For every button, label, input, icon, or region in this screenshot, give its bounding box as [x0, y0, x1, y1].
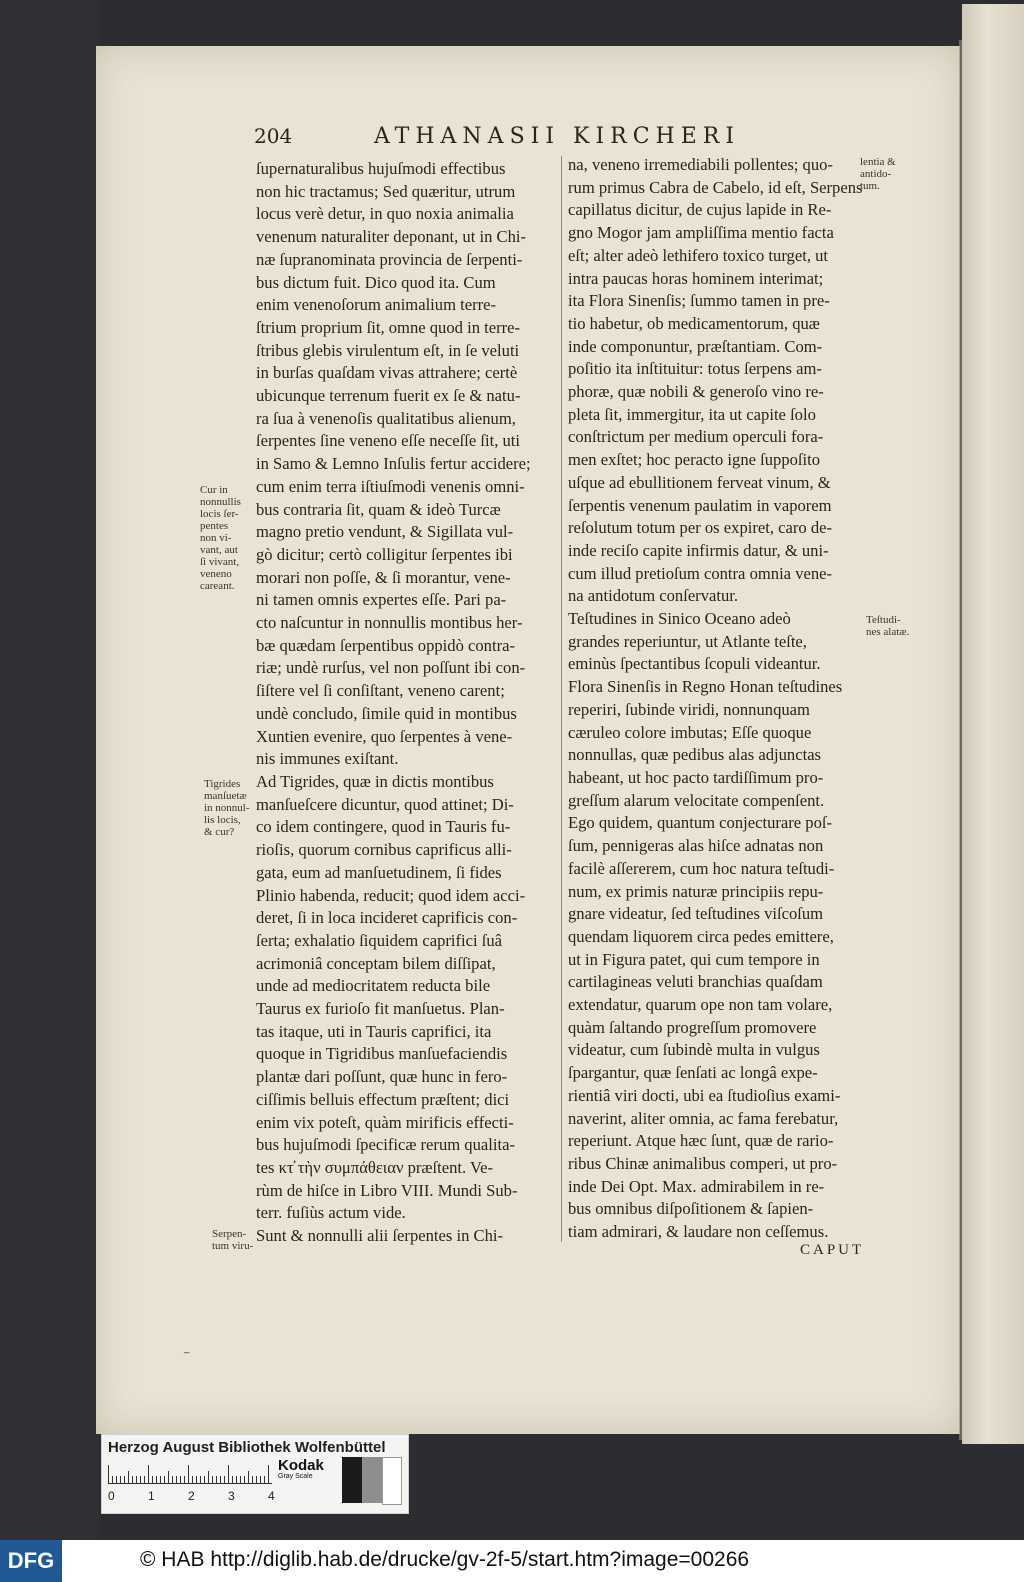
page-number: 204 — [254, 124, 293, 148]
text-line: tes κτ̕ τὴν συμπάθειαν præſtent. Ve- — [256, 1157, 494, 1177]
ruler-tick — [148, 1465, 149, 1483]
text-line: riæ; undè rurſus, vel non poſſunt ibi con- — [256, 658, 526, 678]
dfg-logo: DFG — [0, 1540, 62, 1582]
margin-note-cur-in-nonnullis: Cur in nonnullis locis ſer- pentes non vi- vant, aut ſi vivant, veneno careant. — [200, 484, 241, 592]
ruler-tick — [208, 1471, 209, 1483]
text-line: tiam admirari, & laudare non ceſſemus. — [568, 1222, 829, 1242]
ruler-tick — [192, 1476, 193, 1483]
ruler-tick — [216, 1476, 217, 1483]
text-line: ubicunque terrenum fuerit ex ſe & natu- — [256, 386, 521, 406]
ruler-tick — [188, 1465, 189, 1483]
text-line: in burſas quaſdam vivas attrahere; certè — [256, 363, 518, 383]
text-line: ſerpentes ſine veneno eſſe neceſſe ſit, uti — [256, 431, 521, 451]
library-label — [101, 1434, 409, 1514]
ruler-tick — [172, 1476, 173, 1483]
text-line: magno pretio vendunt, & Sigillata vul- — [256, 522, 514, 542]
text-line: men exſtet; hoc peracto igne ſuppoſito — [568, 450, 821, 470]
ruler-number: 4 — [268, 1489, 275, 1503]
text-line: naverint, aliter omnia, ac fama ferebatur, — [568, 1108, 839, 1128]
text-line: inde reciſo capite infirmis datur, & uni- — [568, 540, 829, 560]
ruler-tick — [228, 1465, 229, 1483]
text-line: reperiri, ſubinde viridi, nonnunquam — [568, 699, 810, 719]
text-line: ut in Figura patet, qui cum tempore in — [568, 949, 820, 969]
text-line: nonnullas, quæ pedibus alas adjunctas — [568, 745, 822, 765]
text-line: reperiunt. Atque hæc ſunt, quæ de rario- — [568, 1131, 834, 1151]
page-gutter — [959, 40, 962, 1440]
text-line: inde componuntur, præſtantiam. Com- — [568, 336, 823, 356]
text-line: rum primus Cabra de Cabelo, id eſt, Serpens — [568, 177, 862, 197]
text-line: tio habetur, ob medicamentorum, quæ — [568, 313, 820, 333]
text-line: Teſtudines in Sinico Oceano adeò — [568, 609, 791, 629]
text-line: habeant, ut hoc pacto tardiſſimum pro- — [568, 767, 824, 787]
text-line: in Samo & Lemno Inſulis fertur accidere; — [256, 454, 531, 474]
text-line: eminùs ſpectantibus ſcopuli videantur. — [568, 654, 821, 674]
ruler-tick — [108, 1465, 109, 1483]
text-line: Ad Tigrides, quæ in dictis montibus — [256, 771, 494, 791]
ruler-tick — [252, 1476, 253, 1483]
text-line: non hic tractamus; Sed quæritur, utrum — [256, 181, 516, 201]
text-line: quàm ſaltando progreſſum promovere — [568, 1017, 817, 1037]
text-line: acrimoniâ conceptam bilem diſſipat, — [256, 953, 496, 973]
gray-patch-dark — [342, 1457, 362, 1503]
ruler-tick — [196, 1476, 197, 1483]
ruler-tick — [164, 1476, 165, 1483]
scan-background — [0, 0, 100, 1540]
text-line: Ego quidem, quantum conjecturare poſ- — [568, 813, 833, 833]
text-line: enim venenoſorum animalium terre- — [256, 295, 497, 315]
text-line: ita Flora Sinenſis; ſummo tamen in pre- — [568, 291, 830, 311]
text-line: bus hujuſmodi ſpecificæ rerum qualita- — [256, 1135, 515, 1155]
ruler-tick — [124, 1476, 125, 1483]
text-line: rioſis, quorum cornibus caprificus alli- — [256, 840, 512, 860]
text-line: ſerpentis venenum paulatim in vaporem — [568, 495, 832, 515]
text-line: deret, ſi in loca incideret caprificis con- — [256, 908, 518, 928]
text-line: Plinio habenda, reducit; quod idem acci- — [256, 885, 526, 905]
text-line: bus dictum fuit. Dico quod ita. Cum — [256, 272, 496, 292]
text-line: unde ad mediocritatem reducta bile — [256, 976, 491, 996]
ruler-tick — [212, 1476, 213, 1483]
ruler-number: 1 — [148, 1489, 155, 1503]
text-line: cartilagineas veluti branchias quaſdam — [568, 972, 823, 992]
text-line: Xuntien evenire, quo ſerpentes à vene- — [256, 726, 513, 746]
ruler-tick — [268, 1465, 269, 1483]
ruler-tick — [180, 1476, 181, 1483]
text-line: na, veneno irremediabili pollentes; quo- — [568, 155, 833, 174]
text-line: pleta ſit, immergitur, ita ut capite ſolo — [568, 404, 816, 424]
text-line: inde Dei Opt. Max. admirabilem in re- — [568, 1176, 825, 1196]
margin-note-tigrides: Tigrides manſuetæ in nonnul- lis locis, & cur? — [204, 778, 250, 838]
text-line: ſtrium proprium ſit, omne quod in terre- — [256, 317, 521, 337]
text-line: co idem contingere, quod in Tauris fu- — [256, 817, 511, 837]
text-line: ſerta; exhalatio ſiquidem caprifici ſuâ — [256, 930, 503, 950]
gray-patch-mid — [362, 1457, 382, 1503]
text-line: grandes reperiuntur, ut Atlante teſte, — [568, 631, 807, 651]
ruler-number: 0 — [108, 1489, 115, 1503]
ruler-tick — [140, 1476, 141, 1483]
text-line: extendatur, quarum ope non tam volare, — [568, 995, 833, 1015]
ruler-tick — [232, 1476, 233, 1483]
text-line: conſtrictum per medium operculi fora- — [568, 427, 824, 447]
ruler-tick — [236, 1476, 237, 1483]
text-line: bæ quædam ſerpentibus oppidò contra- — [256, 635, 516, 655]
ruler-tick — [260, 1476, 261, 1483]
text-line: Sunt & nonnulli alii ſerpentes in Chi- — [256, 1226, 504, 1246]
ruler-tick — [168, 1471, 169, 1483]
ruler-tick — [200, 1476, 201, 1483]
text-line: rùm de hiſce in Libro VIII. Mundi Sub- — [256, 1180, 518, 1200]
text-line: capillatus dicitur, de cujus lapide in Re- — [568, 200, 832, 220]
ruler-tick — [128, 1471, 129, 1483]
text-line: gò dicitur; certò colligitur ſerpentes ibi — [256, 544, 513, 564]
ruler-tick — [120, 1476, 121, 1483]
catchword: CAPUT — [800, 1242, 865, 1258]
text-line: manſueſcere dicuntur, quod attinet; Di- — [256, 794, 514, 814]
text-line: num, ex primis naturæ principiis repu- — [568, 881, 824, 901]
text-line: cum enim terra iſtiuſmodi venenis omni- — [256, 476, 525, 496]
facing-page-edge — [962, 4, 1024, 1444]
ruler-tick — [156, 1476, 157, 1483]
text-line: morari non poſſe, & ſi morantur, vene- — [256, 567, 511, 587]
text-line: uſque ad ebullitionem ferveat vinum, & — [568, 472, 831, 492]
text-line: ſtribus glebis virulentum eſt, in ſe veluti — [256, 340, 520, 360]
text-line: næ ſupranominata provincia de ſerpenti- — [256, 249, 523, 269]
ruler-number: 3 — [228, 1489, 235, 1503]
text-line: Taurus ex furioſo fit manſuetus. Plan- — [256, 999, 505, 1019]
running-head: ATHANASII KIRCHERI — [374, 124, 741, 149]
kodak-subtitle: Gray Scale — [278, 1473, 313, 1480]
text-line: ſupernaturalibus hujuſmodi effectibus — [256, 159, 506, 178]
text-line: venenum naturaliter deponant, ut in Chi- — [256, 227, 527, 247]
text-line: gata, eum ad manſuetudinem, ſi fides — [256, 862, 502, 882]
kodak-brand: Kodak — [278, 1457, 324, 1474]
text-line: rientiâ viri docti, ubi ea ſtudioſius exami- — [568, 1085, 841, 1105]
right-text-column — [568, 154, 862, 1244]
text-line: enim vix poteſt, quàm mirificis effecti- — [256, 1112, 514, 1132]
ruler-number: 2 — [188, 1489, 195, 1503]
ruler-tick — [264, 1476, 265, 1483]
text-line: ſiſtere vel ſi conſiſtant, veneno carent; — [256, 681, 505, 701]
ruler-tick — [224, 1476, 225, 1483]
page-header — [254, 124, 854, 154]
scale-ruler — [108, 1461, 272, 1484]
text-line: videatur, cum ſubindè multa in vulgus — [568, 1040, 820, 1060]
ruler-tick — [204, 1476, 205, 1483]
text-line: gnare videatur, ſed teſtudines viſcoſum — [568, 904, 824, 924]
text-line: quoque in Tigridibus manſuefaciendis — [256, 1044, 508, 1064]
text-line: eſt; alter adeò lethifero toxico turget, ut — [568, 245, 829, 265]
ruler-tick — [184, 1476, 185, 1483]
ruler-tick — [176, 1476, 177, 1483]
ruler-tick — [244, 1476, 245, 1483]
gray-patch-light — [382, 1457, 402, 1505]
text-line: undè concludo, ſimile quid in montibus — [256, 703, 517, 723]
margin-note-testudines: Teſtudi- nes alatæ. — [866, 614, 910, 638]
text-line: ribus Chinæ animalibus comperi, ut pro- — [568, 1153, 838, 1173]
text-line: terr. fuſiùs actum vide. — [256, 1203, 406, 1223]
text-line: phoræ, quæ nobili & generoſo vino re- — [568, 382, 824, 402]
text-line: ſum, pennigeras alas hiſce adnatas non — [568, 836, 824, 856]
column-divider — [561, 156, 562, 1242]
text-line: bus omnibus diſpoſitionem & ſapien- — [568, 1199, 814, 1219]
text-line: greſſum alarum velocitate compenſent. — [568, 790, 825, 810]
ruler-tick — [248, 1471, 249, 1483]
text-line: tas itaque, uti in Tauris caprifici, ita — [256, 1021, 492, 1041]
text-line: bus contraria ſit, quam & ideò Turcæ — [256, 499, 501, 519]
ruler-tick — [144, 1476, 145, 1483]
text-line: cæruleo colore imbutas; Eſſe quoque — [568, 722, 812, 742]
ruler-tick — [112, 1476, 113, 1483]
ruler-tick — [220, 1476, 221, 1483]
text-line: locus verè detur, in quo noxia animalia — [256, 204, 514, 224]
text-line: intra paucas horas hominem interimat; — [568, 268, 824, 288]
ruler-tick — [132, 1476, 133, 1483]
stray-mark: ⁻ — [183, 1348, 191, 1364]
text-line: reſolutum totum per os expiret, caro de- — [568, 518, 833, 538]
ruler-tick — [136, 1476, 137, 1483]
text-line: cum illud pretioſum contra omnia vene- — [568, 563, 833, 583]
text-line: Flora Sinenſis in Regno Honan teſtudines — [568, 677, 843, 697]
text-line: poſitio ita inſtituitur: totus ſerpens am- — [568, 359, 822, 379]
text-line: ſpargantur, quæ ſenſati ac longâ expe- — [568, 1063, 818, 1083]
text-line: gno Mogor jam ampliſſima mentio facta — [568, 223, 834, 243]
text-line: quendam liquorem circa pedes emittere, — [568, 926, 834, 946]
text-line: na antidotum conſervatur. — [568, 586, 739, 606]
text-line: nis immunes exiſtant. — [256, 749, 399, 769]
ruler-tick — [256, 1476, 257, 1483]
text-line: ni tamen omnis expertes eſſe. Pari pa- — [256, 590, 507, 610]
ruler-tick — [160, 1476, 161, 1483]
left-text-column — [256, 158, 552, 1248]
kodak-logo — [278, 1457, 324, 1480]
text-line: cto naſcuntur in nonnullis montibus her- — [256, 613, 523, 633]
ruler-tick — [240, 1476, 241, 1483]
footer-bar — [0, 1540, 1024, 1582]
margin-note-lentia: lentia & antido- tum. — [860, 156, 896, 192]
text-line: ciſſimis belluis effectum præſtent; dici — [256, 1089, 510, 1109]
ruler-tick — [116, 1476, 117, 1483]
text-line: plantæ dari poſſunt, quæ hunc in fero- — [256, 1067, 508, 1087]
margin-note-serpentum: Serpen- tum viru- — [212, 1228, 254, 1252]
text-line: ra ſua à venenoſis qualitatibus alienum, — [256, 408, 516, 428]
ruler-tick — [152, 1476, 153, 1483]
copyright-link[interactable]: © HAB http://diglib.hab.de/drucke/gv-2f-5/start.htm?image=00266 — [140, 1548, 750, 1571]
text-line: facilè aſſererem, cum hoc natura teſtudi- — [568, 858, 835, 878]
library-name: Herzog August Bibliothek Wolfenbüttel — [108, 1439, 386, 1456]
